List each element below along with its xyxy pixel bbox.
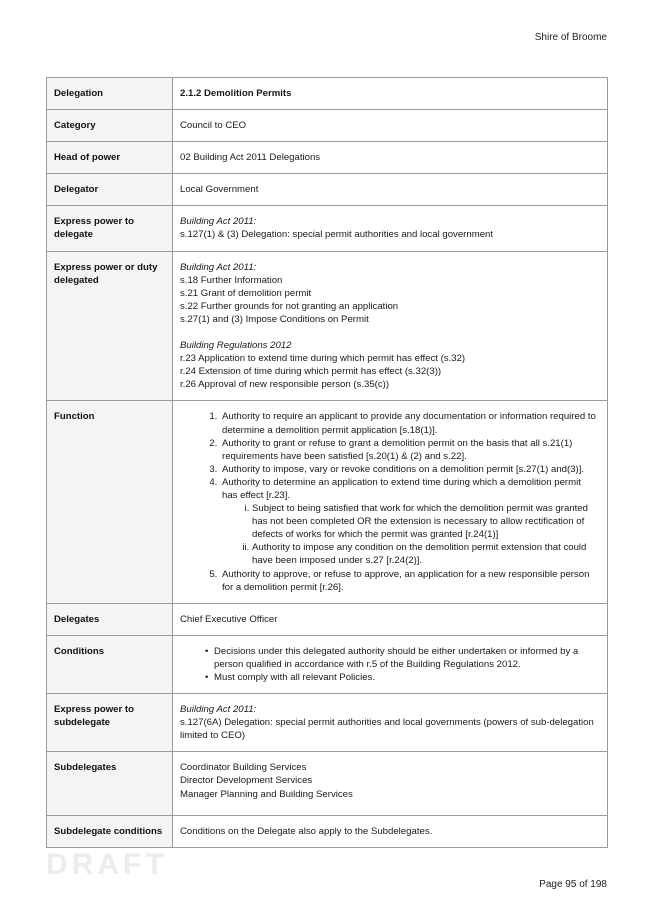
spacer [180, 326, 599, 339]
row-label: Conditions [47, 635, 173, 693]
section-text: s.127(6A) Delegation: special permit authorities and local governments (powers of sub-delegation limited to CEO) [180, 717, 594, 742]
function-sub-item-text: Authority to impose any condition on the demolition permit extension that could have been imposed under s.27 [r.24(2)]. [252, 542, 587, 567]
table-row-delegator [47, 174, 608, 206]
table-row-delegation [47, 78, 608, 110]
draft-watermark: DRAFT [46, 848, 168, 881]
table-row-subdelegate-conditions [47, 815, 608, 847]
row-label: Subdelegate conditions [47, 815, 173, 847]
act-section: s.27(1) and (3) Impose Conditions on Permit [180, 313, 369, 325]
condition-item [205, 645, 599, 671]
row-label: Delegation [47, 78, 173, 110]
delegation-title: 2.1.2 Demolition Permits [173, 78, 608, 110]
row-label: Express power to delegate [47, 206, 173, 251]
regulations-name: Building Regulations 2012 [180, 340, 292, 352]
function-value [173, 401, 608, 603]
table-row-head-of-power [47, 142, 608, 174]
table-row-delegates [47, 603, 608, 635]
regulation-item: r.23 Application to extend time during which permit has effect (s.32) [180, 353, 466, 365]
function-item-text: Authority to impose, vary or revoke conditions on a demolition permit [s.27(1) and(3)]. [222, 463, 585, 475]
function-sub-item [252, 541, 599, 567]
row-label: Express power to subdelegate [47, 694, 173, 752]
table-row-subdelegates [47, 752, 608, 815]
express-power-to-subdelegate-value [173, 694, 608, 752]
row-label: Delegator [47, 174, 173, 206]
function-sub-item [252, 502, 599, 541]
function-item [220, 568, 599, 594]
table-row-express-power-or-duty-delegated [47, 251, 608, 401]
delegates-value: Chief Executive Officer [173, 603, 608, 635]
function-item [220, 437, 599, 463]
subdelegate-conditions-value: Conditions on the Delegate also apply to the Subdelegates. [173, 815, 608, 847]
bullet-icon: • [205, 645, 209, 657]
express-power-to-delegate-value [173, 206, 608, 251]
function-item [220, 410, 599, 436]
condition-item-text: Decisions under this delegated authority should be either undertaken or informed by a person qualified in accordance with r.5 of the Building Regulations 2012. [214, 645, 579, 670]
act-name: Building Act 2011: [180, 216, 257, 228]
regulation-item: r.24 Extension of time during which permit has effect (s.32(3)) [180, 366, 442, 378]
act-section: s.22 Further grounds for not granting an application [180, 300, 399, 312]
subdelegate-item: Director Development Services [180, 775, 313, 787]
table-row-category [47, 110, 608, 142]
subdelegate-item: Coordinator Building Services [180, 762, 307, 774]
section-text: s.127(1) & (3) Delegation: special permit authorities and local government [180, 229, 494, 241]
delegation-table [46, 77, 608, 848]
function-item-text: Authority to determine an application to extend time during which a demolition permit has effect [r.23]. [222, 476, 581, 501]
conditions-value [173, 635, 608, 693]
row-label: Express power or duty delegated [47, 251, 173, 401]
function-item-text: Authority to grant or refuse to grant a demolition permit on the basis that all s.21(1) requirements have been satisfied [s.20(1) & (2) and s.22]. [222, 437, 573, 462]
function-sub-item-text: Subject to being satisfied that work for which the demolition permit was granted has not been completed OR the extension is necessary to allow rectification of defects of works for which the permit was granted [r.24(1)] [252, 503, 588, 541]
condition-item-text: Must comply with all relevant Policies. [214, 672, 376, 683]
function-sub-list [182, 502, 599, 567]
head-of-power-value: 02 Building Act 2011 Delegations [173, 142, 608, 174]
delegator-value: Local Government [173, 174, 608, 206]
table-row-function [47, 401, 608, 603]
act-name: Building Act 2011: [180, 704, 257, 716]
bullet-icon: • [205, 672, 209, 683]
act-name: Building Act 2011: [180, 261, 257, 273]
document-header-organisation: Shire of Broome [534, 32, 607, 43]
row-label: Category [47, 110, 173, 142]
function-item [220, 476, 599, 568]
table-row-express-power-to-delegate [47, 206, 608, 251]
act-section: s.18 Further Information [180, 274, 283, 286]
function-item [220, 463, 599, 476]
condition-item [205, 671, 599, 684]
row-label: Head of power [47, 142, 173, 174]
row-label: Subdelegates [47, 752, 173, 815]
act-section: s.21 Grant of demolition permit [180, 287, 312, 299]
regulation-item: r.26 Approval of new responsible person (s.35(c)) [180, 379, 390, 391]
table-row-express-power-to-subdelegate [47, 694, 608, 752]
subdelegate-item: Manager Planning and Building Services [180, 788, 353, 800]
conditions-list [180, 645, 599, 684]
function-item-text: Authority to approve, or refuse to approve, an application for a new responsible person for a demolition permit [r.26]. [222, 568, 590, 593]
row-label: Function [47, 401, 173, 603]
category-value: Council to CEO [173, 110, 608, 142]
function-item-text: Authority to require an applicant to provide any documentation or information required to determine a demolition permit application [s.18(1)]. [222, 411, 596, 436]
page-number: Page 95 of 198 [539, 879, 607, 890]
subdelegates-value [173, 752, 608, 815]
express-power-or-duty-value [173, 251, 608, 401]
table-row-conditions [47, 635, 608, 693]
row-label: Delegates [47, 603, 173, 635]
function-list [180, 410, 599, 593]
